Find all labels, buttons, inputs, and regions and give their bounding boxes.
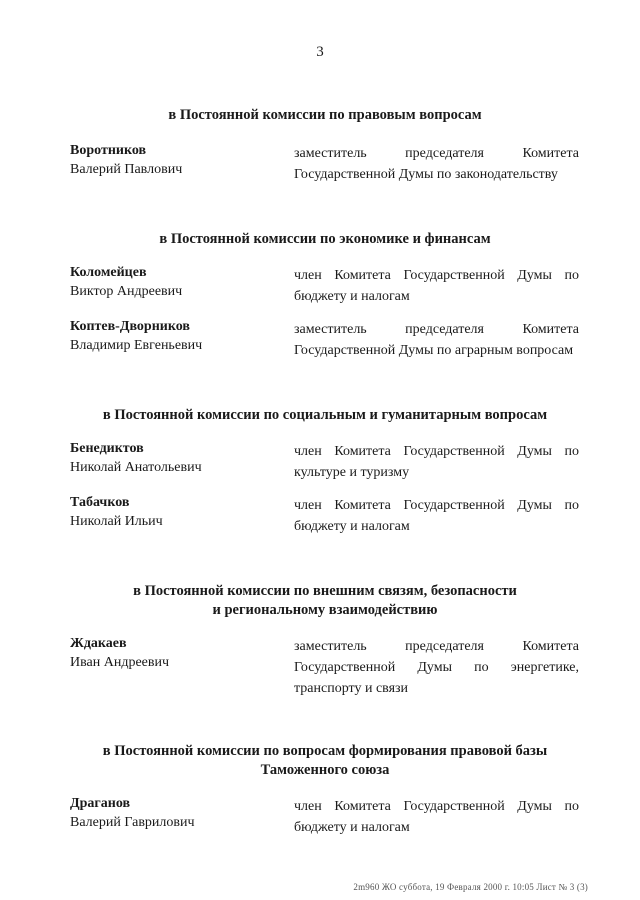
member-surname: Коломейцев (70, 265, 147, 280)
section-heading: в Постоянной комиссии по правовым вопросам (168, 107, 482, 123)
member-surname: Драганов (70, 796, 131, 811)
section-heading-line: Таможенного союза (260, 762, 390, 778)
member-role: член Комитета Государственной Думы по бюджету и налогам (294, 268, 579, 304)
member-name (70, 794, 290, 832)
member-role: член Комитета Государственной Думы по бюджету и налогам (294, 799, 579, 835)
member-name (70, 317, 290, 355)
member-surname: Ждакаев (70, 636, 127, 651)
member-surname: Бенедиктов (70, 441, 144, 456)
section-heading-line: и региональному взаимодействию (212, 602, 438, 618)
member-entry (0, 634, 640, 694)
member-given-names: Николай Ильич (70, 514, 163, 529)
member-entry (0, 141, 640, 183)
section-social-humanitarian (0, 406, 640, 535)
member-given-names: Валерий Гаврилович (70, 815, 195, 830)
member-given-names: Николай Анатольевич (70, 460, 202, 475)
member-entry (0, 439, 640, 481)
section-heading (0, 582, 640, 620)
section-heading: в Постоянной комиссии по экономике и финансам (159, 231, 491, 247)
member-name (70, 634, 290, 672)
member-given-names: Владимир Евгеньевич (70, 338, 203, 353)
section-customs-union (0, 742, 640, 836)
section-heading (0, 742, 640, 780)
member-name (70, 263, 290, 301)
member-surname: Коптев-Дворников (70, 319, 190, 334)
member-surname: Воротников (70, 143, 147, 158)
member-given-names: Иван Андреевич (70, 655, 170, 670)
member-role: заместитель председателя Комитета Государственной Думы по аграрным вопросам (294, 322, 579, 358)
member-role: член Комитета Государственной Думы по бюджету и налогам (294, 498, 579, 534)
member-given-names: Виктор Андреевич (70, 284, 183, 299)
section-legal-affairs (0, 106, 640, 183)
section-heading-line: в Постоянной комиссии по вопросам формирования правовой базы (102, 743, 548, 759)
section-economy-finance (0, 230, 640, 359)
fax-footer-stamp: 2m960 ЖО суббота, 19 Февраля 2000 г. 10:05 Лист № 3 (3) (353, 882, 588, 892)
member-name (70, 439, 290, 477)
member-surname: Табачков (70, 495, 130, 510)
member-role: член Комитета Государственной Думы по культуре и туризму (294, 444, 579, 480)
member-entry (0, 263, 640, 305)
member-entry (0, 317, 640, 359)
page-number: 3 (316, 44, 324, 60)
member-given-names: Валерий Павлович (70, 162, 183, 177)
section-external-relations (0, 582, 640, 694)
member-role: заместитель председателя Комитета Государственной Думы по законодательству (294, 146, 579, 182)
member-entry (0, 493, 640, 535)
member-entry (0, 794, 640, 836)
section-heading: в Постоянной комиссии по социальным и гуманитарным вопросам (102, 407, 548, 423)
member-name (70, 493, 290, 531)
member-name (70, 141, 290, 179)
section-heading-line: в Постоянной комиссии по внешним связям, безопасности (133, 583, 517, 599)
member-role: заместитель председателя Комитета Государственной Думы по энергетике, транспорту и связи (294, 639, 579, 696)
